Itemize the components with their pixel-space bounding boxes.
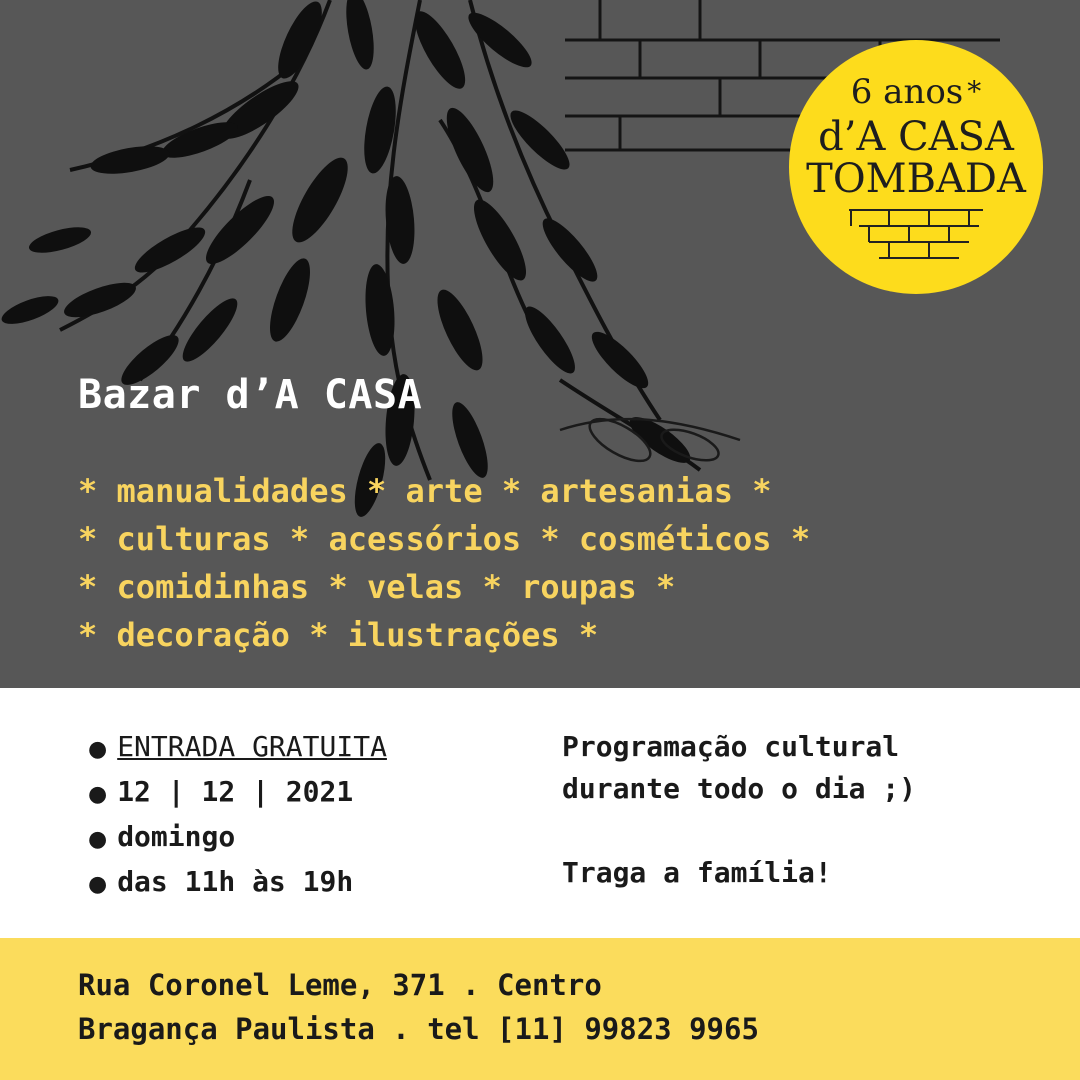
bullet-icon: ●	[88, 737, 108, 762]
address-footer	[0, 938, 1080, 1080]
page-title: Bazar d’A CASA	[78, 372, 423, 418]
note-line: durante todo o dia ;)	[562, 772, 917, 805]
event-hours: das 11h às 19h	[117, 865, 354, 898]
event-details-list	[88, 726, 387, 906]
event-date: 12 | 12 | 2021	[117, 775, 354, 808]
asterisk-icon: *	[967, 75, 982, 108]
list-item	[88, 771, 387, 816]
badge-brand-line1: d’A CASA	[818, 114, 1014, 160]
event-weekday: domingo	[117, 820, 236, 853]
badge-brand-line2: TOMBADA	[806, 156, 1026, 202]
category-line: * culturas * acessórios * cosméticos *	[78, 520, 811, 558]
address-street: Rua Coronel Leme, 371 . Centro	[78, 968, 602, 1002]
address-city-phone: Bragança Paulista . tel [11] 99823 9965	[78, 1012, 759, 1046]
note-spacer	[562, 810, 916, 852]
list-item	[88, 726, 387, 771]
badge-years: 6 anos	[850, 72, 964, 112]
anniversary-badge	[789, 40, 1043, 294]
category-line: * comidinhas * velas * roupas *	[78, 568, 676, 606]
category-line: * decoração * ilustrações *	[78, 616, 599, 654]
brick-wall-icon	[849, 208, 983, 268]
event-info-section	[0, 688, 1080, 938]
list-item	[88, 816, 387, 861]
list-item	[88, 861, 387, 906]
bullet-icon: ●	[88, 782, 108, 807]
note-line: Traga a família!	[562, 856, 832, 889]
bullet-icon: ●	[88, 872, 108, 897]
event-notes	[562, 726, 916, 894]
category-list	[78, 467, 810, 659]
note-line: Programação cultural	[562, 730, 900, 763]
bullet-icon: ●	[88, 827, 108, 852]
free-entry-label: ENTRADA GRATUITA	[117, 730, 387, 763]
category-line: * manualidades * arte * artesanias *	[78, 472, 772, 510]
